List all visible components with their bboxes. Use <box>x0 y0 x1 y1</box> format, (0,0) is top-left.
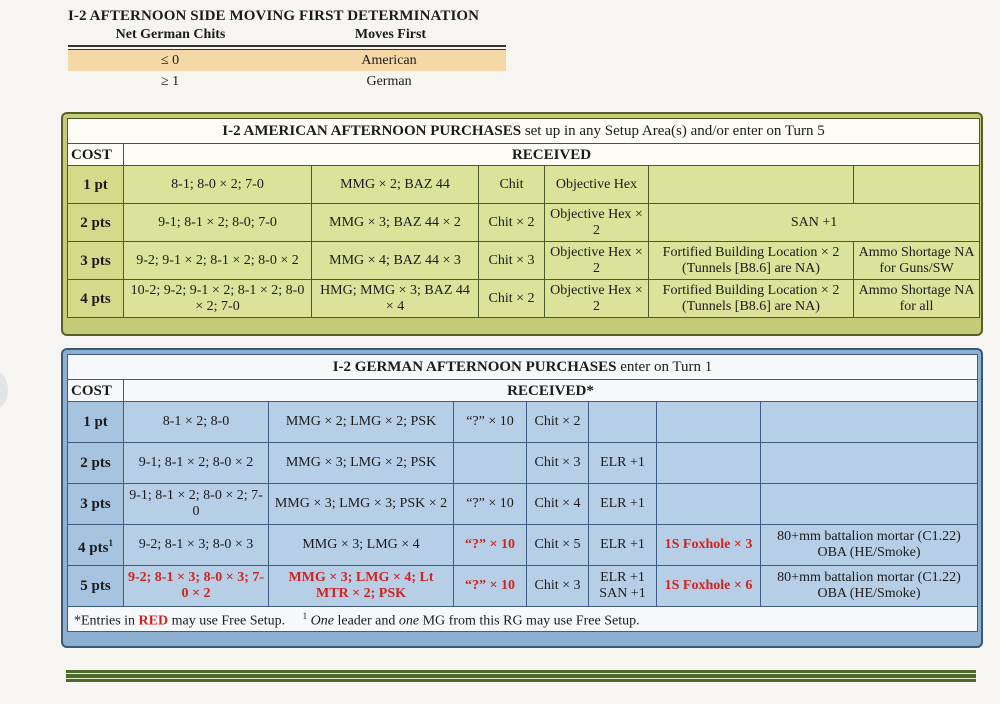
cost-header: COST <box>68 144 124 166</box>
german-purchases-panel <box>61 348 983 648</box>
chits-cell: Chit × 4 <box>527 484 589 525</box>
objective-cell: Objective Hex <box>545 166 649 204</box>
foxhole-cell: 1S Foxhole × 3 <box>657 525 761 566</box>
concealment-cell: “?” × 10 <box>454 566 527 607</box>
objective-cell: Objective Hex × 2 <box>545 242 649 280</box>
objective-cell: Objective Hex × 2 <box>545 204 649 242</box>
concealment-cell: “?” × 10 <box>454 525 527 566</box>
units-cell: 8-1 × 2; 8-0 <box>124 402 269 443</box>
foxhole-cell: 1S Foxhole × 6 <box>657 566 761 607</box>
units-cell: 9-1; 8-1 × 2; 8-0; 7-0 <box>124 204 312 242</box>
footnote-mark: 1 <box>108 537 113 548</box>
chits-cell: Chit × 5 <box>527 525 589 566</box>
col-net-german-chits: Net German Chits <box>115 27 226 42</box>
weapons-cell: MMG × 2; BAZ 44 <box>312 166 479 204</box>
oba-cell: 80+mm battalion mortar (C1.22) OBA (HE/Smoke) <box>761 525 978 566</box>
units-cell: 9-1; 8-1 × 2; 8-0 × 2 <box>124 443 269 484</box>
determination-row <box>68 50 506 71</box>
chits-cell: Chit × 3 <box>527 443 589 484</box>
table-row <box>68 242 980 280</box>
chits-cell: Chit × 3 <box>527 566 589 607</box>
german-title: I-2 GERMAN AFTERNOON PURCHASES enter on Turn 1 <box>68 355 978 380</box>
extra-cell: Ammo Shortage NA for all <box>854 280 980 318</box>
chits-cell: Chit <box>479 166 545 204</box>
units-cell: 9-1; 8-1 × 2; 8-0 × 2; 7-0 <box>124 484 269 525</box>
weapons-cell: MMG × 3; LMG × 2; PSK <box>269 443 454 484</box>
cost-cell: 5 pts <box>68 566 124 607</box>
oba-cell <box>761 402 978 443</box>
chits-cell: Chit × 3 <box>479 242 545 280</box>
extra-cell <box>854 166 980 204</box>
chits-value: ≥ 1 <box>160 74 180 89</box>
units-cell: 8-1; 8-0 × 2; 7-0 <box>124 166 312 204</box>
received-header: RECEIVED* <box>124 380 978 402</box>
table-row <box>68 525 978 566</box>
col-moves-first: Moves First <box>354 27 427 42</box>
american-purchases-table <box>67 118 980 318</box>
received-header: RECEIVED <box>124 144 980 166</box>
cost-cell: 2 pts <box>68 443 124 484</box>
table-row <box>68 402 978 443</box>
cost-cell: 3 pts <box>68 242 124 280</box>
extra-cell: Fortified Building Location × 2 (Tunnels [B8.6] are NA) <box>649 242 854 280</box>
weapons-cell: MMG × 3; LMG × 3; PSK × 2 <box>269 484 454 525</box>
chits-cell: Chit × 2 <box>479 280 545 318</box>
units-cell: 9-2; 8-1 × 3; 8-0 × 3; 7-0 × 2 <box>124 566 269 607</box>
oba-cell: 80+mm battalion mortar (C1.22) OBA (HE/Smoke) <box>761 566 978 607</box>
elr-cell: ELR +1 SAN +1 <box>589 566 657 607</box>
elr-cell: ELR +1 <box>589 525 657 566</box>
bottom-rule <box>66 670 976 682</box>
side-moving-first-table <box>68 8 508 92</box>
weapons-cell: MMG × 2; LMG × 2; PSK <box>269 402 454 443</box>
chits-value: ≤ 0 <box>160 53 180 68</box>
units-cell: 9-2; 9-1 × 2; 8-1 × 2; 8-0 × 2 <box>124 242 312 280</box>
chits-cell: Chit × 2 <box>527 402 589 443</box>
concealment-cell <box>454 443 527 484</box>
cost-header: COST <box>68 380 124 402</box>
units-cell: 10-2; 9-2; 9-1 × 2; 8-1 × 2; 8-0 × 2; 7-0 <box>124 280 312 318</box>
weapons-cell: MMG × 3; LMG × 4 <box>269 525 454 566</box>
weapons-cell: MMG × 4; BAZ 44 × 3 <box>312 242 479 280</box>
cost-cell: 3 pts <box>68 484 124 525</box>
american-title: I-2 AMERICAN AFTERNOON PURCHASES set up in any Setup Area(s) and/or enter on Turn 5 <box>68 119 980 144</box>
german-purchases-table <box>67 354 978 632</box>
table-row <box>68 280 980 318</box>
extra-cell: SAN +1 <box>649 204 980 242</box>
objective-cell: Objective Hex × 2 <box>545 280 649 318</box>
foxhole-cell <box>657 402 761 443</box>
american-purchases-panel <box>61 112 983 336</box>
table-row <box>68 443 978 484</box>
table-row <box>68 204 980 242</box>
weapons-cell: HMG; MMG × 3; BAZ 44 × 4 <box>312 280 479 318</box>
elr-cell: ELR +1 <box>589 443 657 484</box>
side-value: American <box>361 53 417 68</box>
table-row <box>68 166 980 204</box>
units-cell: 9-2; 8-1 × 3; 8-0 × 3 <box>124 525 269 566</box>
chits-cell: Chit × 2 <box>479 204 545 242</box>
oba-cell <box>761 443 978 484</box>
cost-cell: 1 pt <box>68 166 124 204</box>
determination-row <box>68 71 506 92</box>
foxhole-cell <box>657 484 761 525</box>
weapons-cell: MMG × 3; LMG × 4; Lt MTR × 2; PSK <box>269 566 454 607</box>
table-row <box>68 484 978 525</box>
concealment-cell: “?” × 10 <box>454 484 527 525</box>
footnote-row: *Entries in RED may use Free Setup. $^1$ One leader and one MG from this RG may use Free Setup. <box>68 607 978 632</box>
extra-cell: Fortified Building Location × 2 (Tunnels [B8.6] are NA) <box>649 280 854 318</box>
weapons-cell: MMG × 3; BAZ 44 × 2 <box>312 204 479 242</box>
cost-cell: 1 pt <box>68 402 124 443</box>
side-value: German <box>366 74 412 89</box>
cost-cell: 4 pts$^1$ <box>68 525 124 566</box>
elr-cell: ELR +1 <box>589 484 657 525</box>
extra-cell: Ammo Shortage NA for Guns/SW <box>854 242 980 280</box>
table-row <box>68 566 978 607</box>
elr-cell <box>589 402 657 443</box>
oba-cell <box>761 484 978 525</box>
page-edge-mark <box>0 372 8 408</box>
foxhole-cell <box>657 443 761 484</box>
cost-cell: 4 pts <box>68 280 124 318</box>
red-word: RED <box>138 613 169 629</box>
determination-title: I-2 AFTERNOON SIDE MOVING FIRST DETERMINATION <box>68 8 480 24</box>
concealment-cell: “?” × 10 <box>454 402 527 443</box>
determination-header <box>68 27 508 43</box>
cost-cell: 2 pts <box>68 204 124 242</box>
extra-cell <box>649 166 854 204</box>
